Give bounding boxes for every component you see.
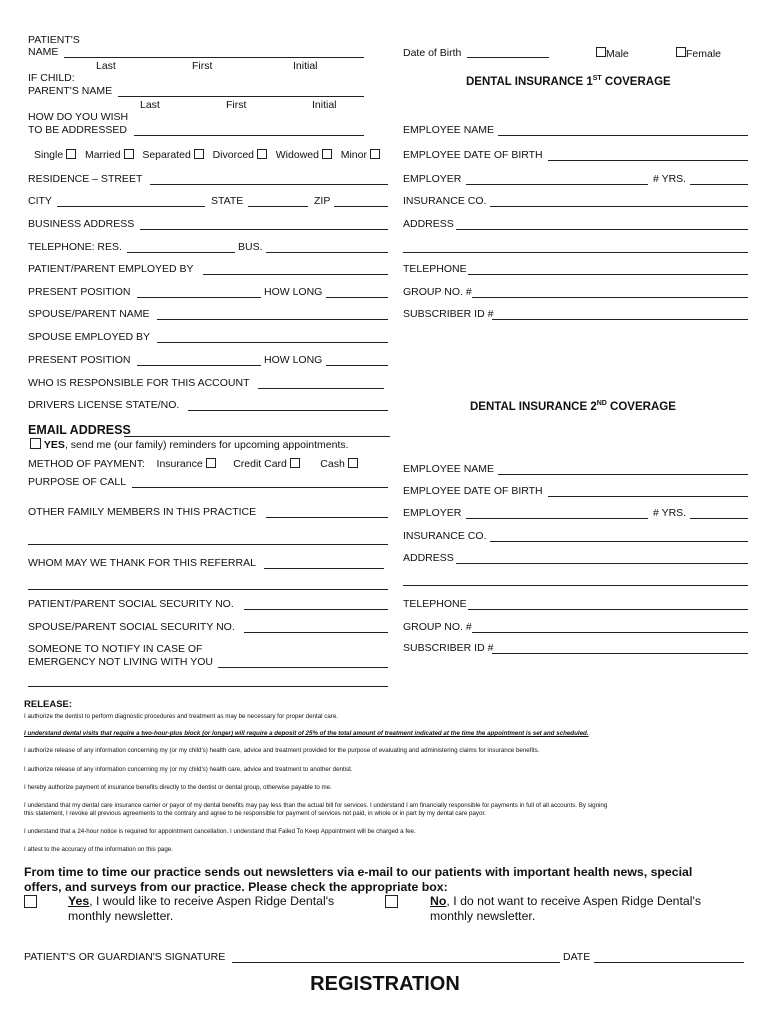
release-title: RELEASE: (24, 699, 73, 710)
ins1-telephone-label: TELEPHONE (403, 263, 467, 275)
spouse-employed-label: SPOUSE EMPLOYED BY (28, 331, 150, 343)
referral-label: WHOM MAY WE THANK FOR THIS REFERRAL (28, 557, 256, 569)
form-title: REGISTRATION (310, 973, 460, 995)
parent-name-label: PARENT'S NAME (28, 85, 113, 97)
spouse-employed-field[interactable] (157, 342, 388, 343)
email-label: EMAIL ADDRESS (28, 423, 131, 437)
how-long-label: HOW LONG (264, 286, 323, 298)
city-field[interactable] (57, 206, 205, 207)
marital-married[interactable]: Married (85, 149, 134, 161)
payment-cash[interactable]: Cash (320, 458, 358, 470)
ins1-employee-name-field[interactable] (498, 135, 748, 136)
telephone-res-field[interactable] (127, 252, 235, 253)
parent-first-sub: First (226, 99, 247, 111)
spouse-name-label: SPOUSE/PARENT NAME (28, 308, 150, 320)
male-checkbox[interactable] (596, 47, 606, 57)
zip-field[interactable] (334, 206, 388, 207)
signature-label: PATIENT'S OR GUARDIAN'S SIGNATURE (24, 951, 226, 963)
emergency-field[interactable] (218, 667, 388, 668)
parent-last-sub: Last (140, 99, 160, 111)
married-checkbox[interactable] (124, 149, 134, 159)
ins1-subscriber-field[interactable] (492, 319, 748, 320)
newsletter-no-option[interactable]: No, I do not want to receive Aspen Ridge Dental's (430, 894, 701, 908)
signature-field[interactable] (232, 962, 560, 963)
ins1-employee-dob-field[interactable] (548, 160, 748, 161)
parent-name-field[interactable] (118, 96, 364, 97)
ins2-title: DENTAL INSURANCE 2ND COVERAGE (470, 400, 676, 413)
address-as-field[interactable] (134, 135, 364, 136)
divorced-checkbox[interactable] (257, 149, 267, 159)
newsletter-no-option-2: monthly newsletter. (430, 909, 536, 923)
telephone-bus-label: BUS. (238, 241, 263, 253)
release-p2: I understand dental visits that require a two-hour-plus block (or longer) will require a deposit of 25% of the total amount of treatment indicated at the time the appointment is set and scheduled. (24, 730, 589, 737)
residence-field[interactable] (150, 184, 388, 185)
ins1-group-label: GROUP NO. # (403, 286, 472, 298)
female-option[interactable]: Female (676, 47, 721, 60)
employed-by-label: PATIENT/PARENT EMPLOYED BY (28, 263, 194, 275)
email-field[interactable] (124, 436, 390, 437)
ins2-telephone-label: TELEPHONE (403, 598, 467, 610)
emergency-field-2[interactable] (28, 686, 388, 687)
release-p3: I authorize release of any information concerning my (or my child's) health care, advice and treatment provided for the purpose of evaluating and administering claims for insurance benefits. (24, 747, 540, 754)
patient-ssn-label: PATIENT/PARENT SOCIAL SECURITY NO. (28, 598, 234, 610)
address-as-label: HOW DO YOU WISH (28, 111, 129, 123)
business-address-field[interactable] (140, 229, 388, 230)
patient-last-sub: Last (96, 60, 116, 72)
release-p5: I hereby authorize payment of insurance benefits directly to the dentist or dental group, otherwise payable to me. (24, 784, 332, 791)
ins2-address-label: ADDRESS (403, 552, 454, 564)
spouse-ssn-field[interactable] (244, 632, 388, 633)
release-p7: I understand that a 24-hour notice is required for appointment cancellation. I understand that Failed To Keep Appointment will be charged a fee. (24, 828, 416, 835)
payment-insurance[interactable]: Insurance (157, 458, 216, 470)
release-p6a: I understand that my dental care insurance carrier or payor of my dental benefits may pay less than the actual bill for services. I understand I am financially responsible for payments in full of all accounts. By signing (24, 802, 608, 809)
ins1-employer-label: EMPLOYER (403, 173, 462, 185)
referral-field-2[interactable] (28, 589, 388, 590)
patient-ssn-field[interactable] (244, 609, 388, 610)
newsletter-text-1: From time to time our practice sends out newsletters via e-mail to our patients with important health news, special (24, 865, 693, 879)
license-field[interactable] (188, 410, 388, 411)
single-checkbox[interactable] (66, 149, 76, 159)
spouse-position-field[interactable] (137, 365, 261, 366)
date-field[interactable] (594, 962, 744, 963)
ins1-insurance-co-field[interactable] (490, 206, 748, 207)
emergency-label: SOMEONE TO NOTIFY IN CASE OF (28, 643, 203, 655)
child-label: IF CHILD: (28, 72, 75, 84)
cash-checkbox[interactable] (348, 458, 358, 468)
payment-credit-card[interactable]: Credit Card (233, 458, 300, 470)
date-label: DATE (563, 951, 591, 963)
telephone-res-label: TELEPHONE: RES. (28, 241, 122, 253)
email-reminder-option[interactable]: YES, send me (our family) reminders for upcoming appointments. (30, 438, 349, 451)
release-p4: I authorize release of any information concerning my (or my child's) health care, advice and treatment to another dentist. (24, 766, 353, 773)
patient-name-label-2: NAME (28, 46, 59, 58)
spouse-position-label: PRESENT POSITION (28, 354, 131, 366)
newsletter-yes-checkbox[interactable] (24, 895, 37, 908)
ins1-employer-field[interactable] (466, 184, 648, 185)
purpose-label: PURPOSE OF CALL (28, 476, 127, 488)
parent-initial-sub: Initial (312, 99, 337, 111)
patient-name-label: PATIENT'S (28, 34, 80, 46)
ins2-employee-name-label: EMPLOYEE NAME (403, 463, 495, 475)
license-label: DRIVERS LICENSE STATE/NO. (28, 399, 180, 411)
marital-divorced[interactable]: Divorced (213, 149, 267, 161)
state-label: STATE (211, 195, 244, 207)
credit-card-checkbox[interactable] (290, 458, 300, 468)
ins1-employee-name-label: EMPLOYEE NAME (403, 124, 495, 136)
ins1-employee-dob-label: EMPLOYEE DATE OF BIRTH (403, 149, 543, 161)
marital-minor[interactable]: Minor (341, 149, 380, 161)
ins2-employer-label: EMPLOYER (403, 507, 462, 519)
state-field[interactable] (248, 206, 308, 207)
spouse-how-long-field[interactable] (326, 365, 388, 366)
business-address-label: BUSINESS ADDRESS (28, 218, 135, 230)
spouse-how-long-label: HOW LONG (264, 354, 323, 366)
patient-name-field[interactable] (64, 57, 364, 58)
newsletter-yes-option-2: monthly newsletter. (68, 909, 174, 923)
responsible-field[interactable] (258, 388, 384, 389)
ins2-subscriber-label: SUBSCRIBER ID # (403, 642, 494, 654)
newsletter-no-checkbox[interactable] (385, 895, 398, 908)
ins2-employer-field[interactable] (466, 518, 648, 519)
family-members-field-2[interactable] (28, 544, 388, 545)
ins2-address-field[interactable] (456, 563, 748, 564)
separated-checkbox[interactable] (194, 149, 204, 159)
zip-label: ZIP (314, 195, 331, 207)
ins2-insurance-co-label: INSURANCE CO. (403, 530, 487, 542)
ins2-insurance-co-field[interactable] (490, 541, 748, 542)
ins1-address-field[interactable] (456, 229, 748, 230)
how-long-field[interactable] (326, 297, 388, 298)
insurance-checkbox[interactable] (206, 458, 216, 468)
present-position-label: PRESENT POSITION (28, 286, 131, 298)
ins1-insurance-co-label: INSURANCE CO. (403, 195, 487, 207)
dob-label: Date of Birth (403, 47, 462, 59)
newsletter-yes-option[interactable]: Yes, I would like to receive Aspen Ridge Dental's (68, 894, 335, 908)
email-reminder-checkbox[interactable] (30, 438, 41, 449)
patient-initial-sub: Initial (293, 60, 318, 72)
dob-field[interactable] (467, 57, 549, 58)
payment-method: METHOD OF PAYMENT: Insurance Credit Card Cash (28, 458, 358, 470)
ins2-employee-name-field[interactable] (498, 474, 748, 475)
ins2-yrs-field[interactable] (690, 518, 748, 519)
ins1-title: DENTAL INSURANCE 1ST COVERAGE (466, 75, 671, 88)
marital-status (34, 149, 380, 161)
ins2-employee-dob-field[interactable] (548, 496, 748, 497)
ins1-yrs-label: # YRS. (653, 173, 687, 185)
minor-checkbox[interactable] (370, 149, 380, 159)
release-p1: I authorize the dentist to perform diagnostic procedures and treatment as may be necessary for proper dental care. (24, 713, 339, 720)
widowed-checkbox[interactable] (322, 149, 332, 159)
employed-by-field[interactable] (203, 274, 388, 275)
release-p6b: this statement, I revoke all previous agreements to the contrary and agree to be responsible for payment of services not paid, in whole or in part by my dental care payor. (24, 810, 486, 817)
ins2-yrs-label: # YRS. (653, 507, 687, 519)
ins1-telephone-field[interactable] (468, 274, 748, 275)
family-members-label: OTHER FAMILY MEMBERS IN THIS PRACTICE (28, 506, 257, 518)
ins2-telephone-field[interactable] (468, 609, 748, 610)
city-label: CITY (28, 195, 52, 207)
spouse-name-field[interactable] (157, 319, 388, 320)
ins2-employee-dob-label: EMPLOYEE DATE OF BIRTH (403, 485, 543, 497)
newsletter-text-2: offers, and surveys from our practice. Please check the appropriate box: (24, 880, 448, 894)
marital-separated[interactable]: Separated (142, 149, 203, 161)
ins2-address-field-2[interactable] (403, 585, 748, 586)
patient-first-sub: First (192, 60, 213, 72)
ins2-group-label: GROUP NO. # (403, 621, 472, 633)
referral-field[interactable] (264, 568, 384, 569)
residence-label: RESIDENCE – STREET (28, 173, 143, 185)
responsible-label: WHO IS RESPONSIBLE FOR THIS ACCOUNT (28, 377, 250, 389)
telephone-bus-field[interactable] (266, 252, 388, 253)
male-option[interactable]: Male (596, 47, 629, 60)
ins1-address-label: ADDRESS (403, 218, 454, 230)
ins1-subscriber-label: SUBSCRIBER ID # (403, 308, 494, 320)
ins1-yrs-field[interactable] (690, 184, 748, 185)
emergency-label-2: EMERGENCY NOT LIVING WITH YOU (28, 656, 213, 668)
marital-single[interactable]: Single (34, 149, 76, 161)
present-position-field[interactable] (137, 297, 261, 298)
ins2-subscriber-field[interactable] (492, 653, 748, 654)
ins1-address-field-2[interactable] (403, 252, 748, 253)
spouse-ssn-label: SPOUSE/PARENT SOCIAL SECURITY NO. (28, 621, 235, 633)
marital-widowed[interactable]: Widowed (276, 149, 332, 161)
ins1-group-field[interactable] (472, 297, 748, 298)
ins2-group-field[interactable] (472, 632, 748, 633)
address-as-label-2: TO BE ADDRESSED (28, 124, 128, 136)
family-members-field[interactable] (266, 517, 388, 518)
release-p8: I attest to the accuracy of the information on this page. (24, 846, 173, 853)
female-checkbox[interactable] (676, 47, 686, 57)
purpose-field[interactable] (132, 487, 388, 488)
